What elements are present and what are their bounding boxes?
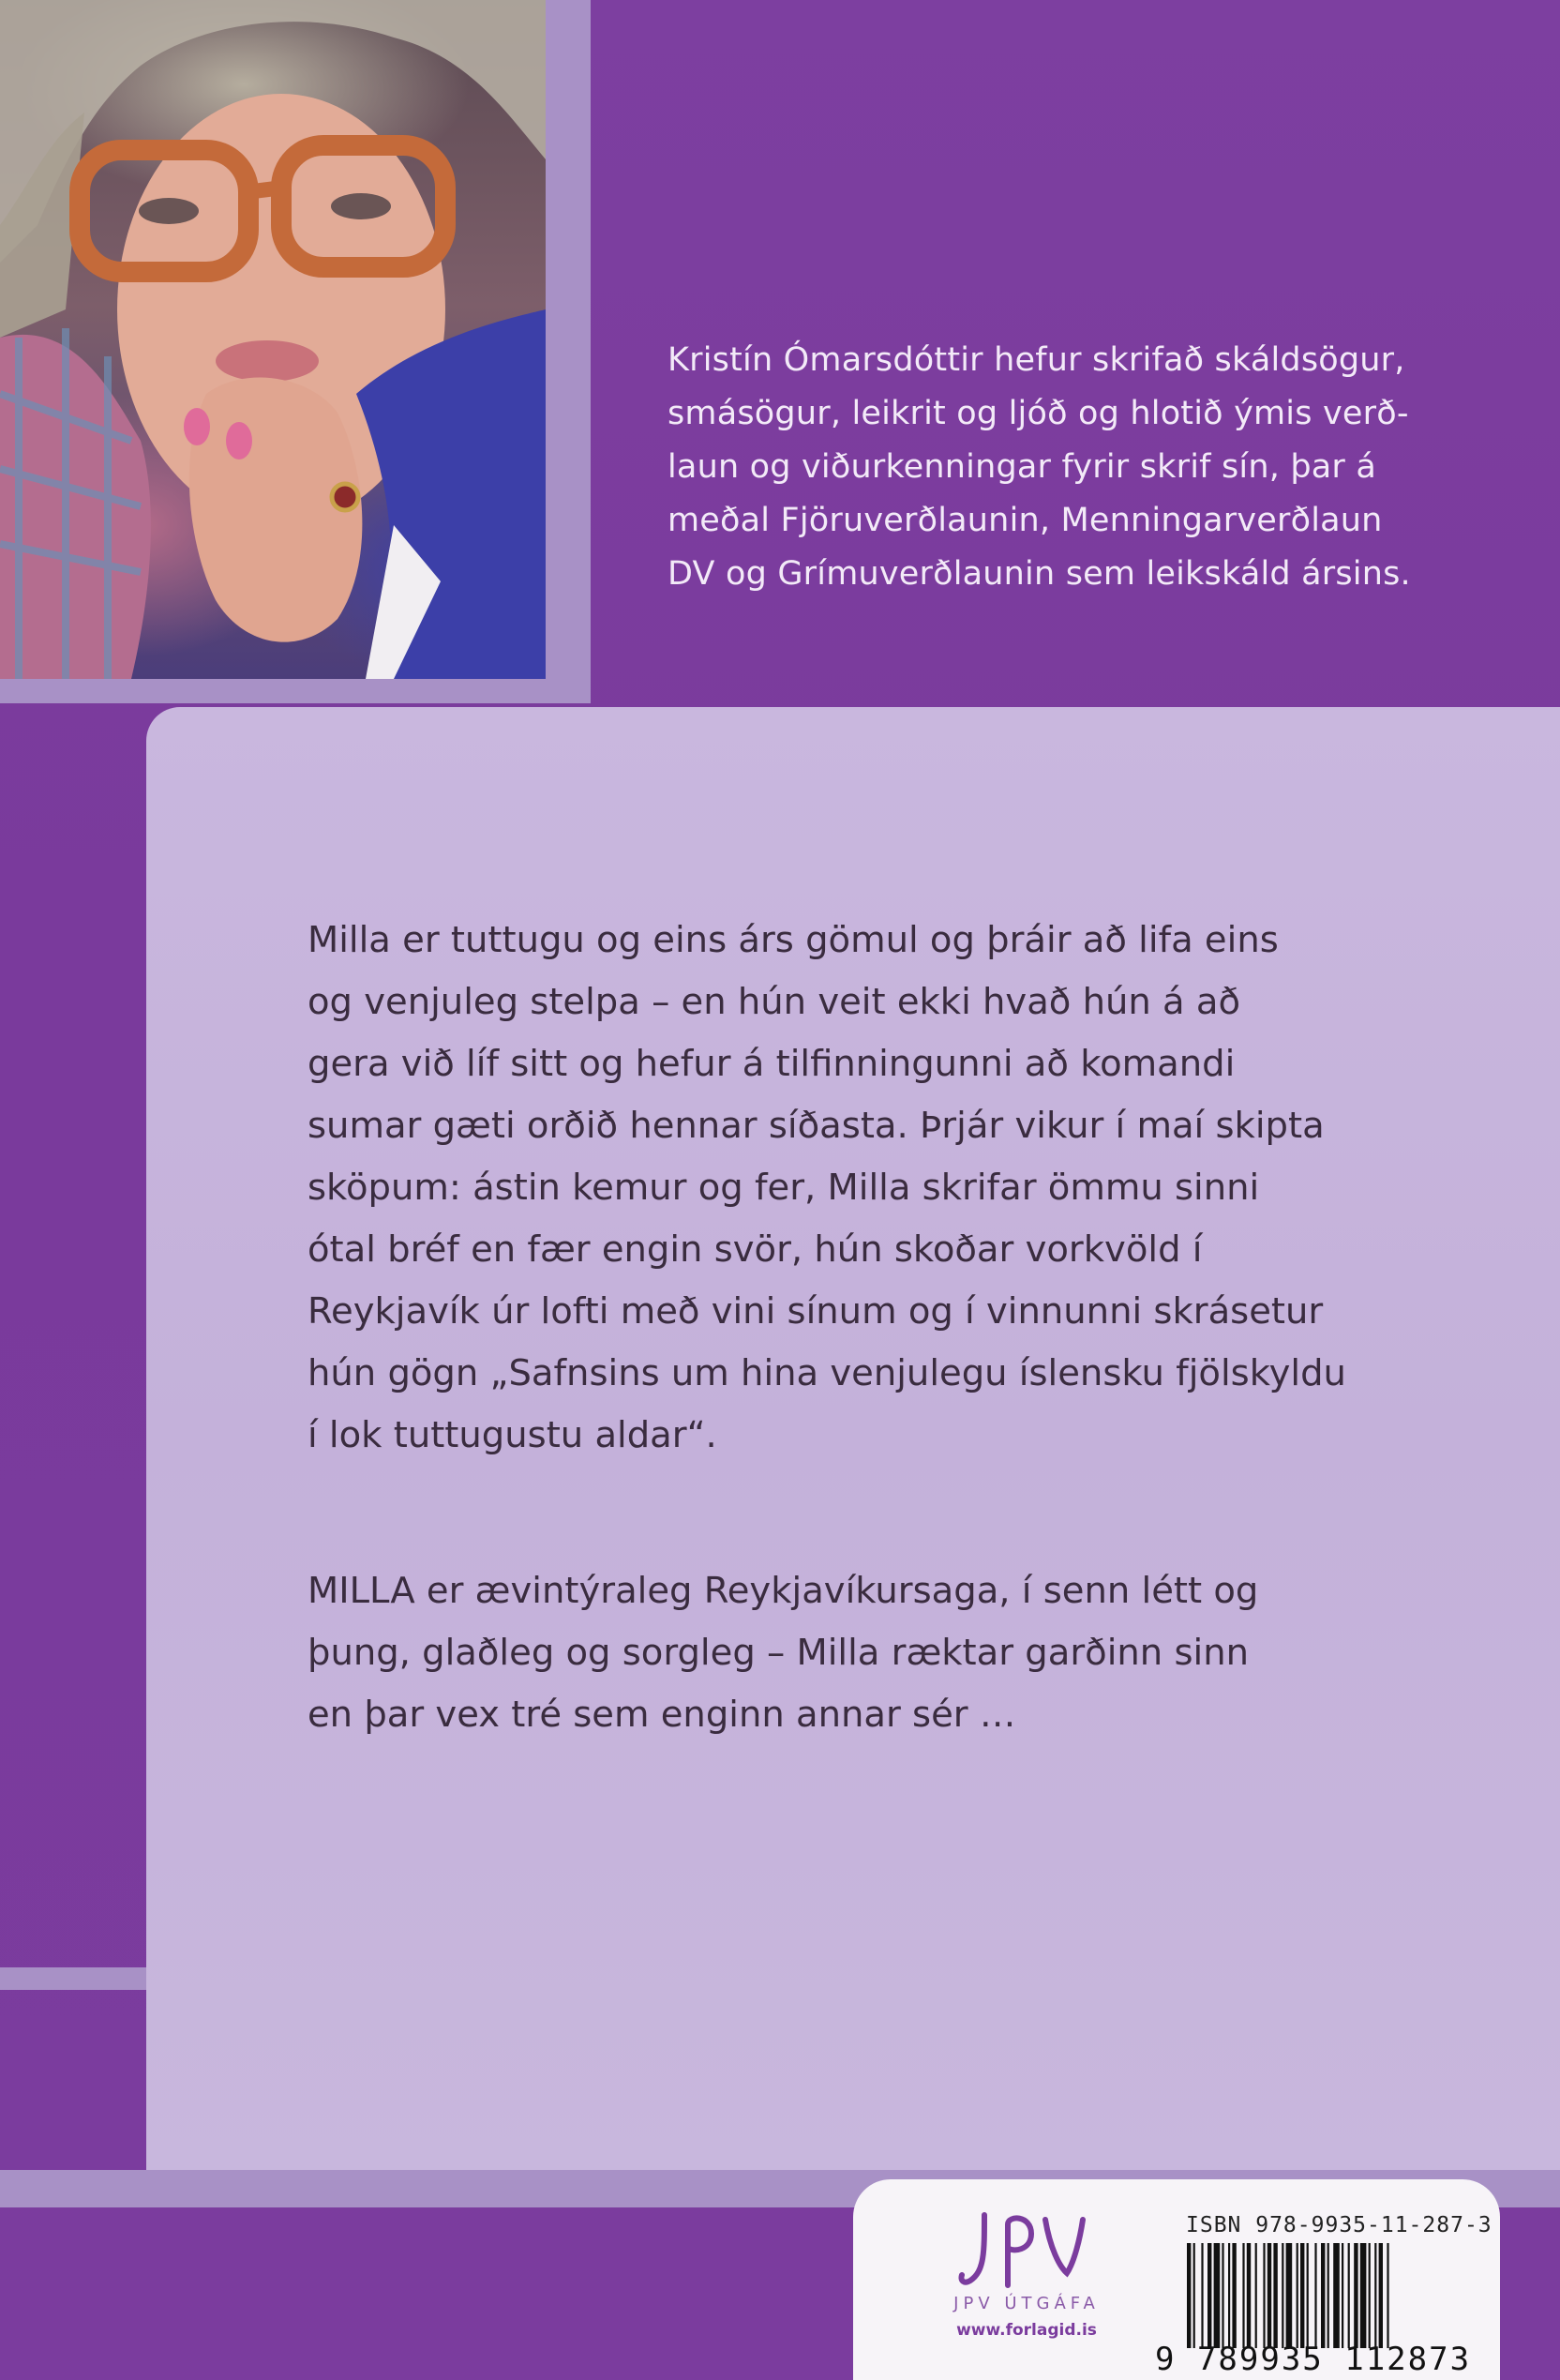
blurb-line: hún gögn „Safnsins um hina venjulegu íslensku fjölskyldu	[308, 1352, 1346, 1394]
blurb-line: í lok tuttugustu aldar“.	[308, 1414, 717, 1456]
decorative-stripe-left	[0, 1967, 146, 1990]
blurb-line: en þar vex tré sem enginn annar sér …	[308, 1694, 1016, 1736]
author-portrait-icon	[0, 0, 546, 679]
blurb-paragraph-2	[308, 1560, 1414, 1746]
book-blurb	[308, 910, 1414, 1840]
barcode-icon	[1183, 2243, 1474, 2348]
barcode-bar	[1307, 2243, 1309, 2348]
barcode-bar	[1374, 2243, 1376, 2348]
author-bio-line: smásögur, leikrit og ljóð og hlotið ýmis verð-	[668, 395, 1409, 432]
jpv-logo-icon	[956, 2206, 1097, 2290]
barcode-bar	[1193, 2243, 1195, 2348]
barcode-bar	[1314, 2243, 1316, 2348]
barcode-bar	[1268, 2243, 1271, 2348]
blurb-line: Milla er tuttugu og eins árs gömul og þráir að lifa eins	[308, 919, 1279, 961]
blurb-line: sköpum: ástin kemur og fer, Milla skrifar ömmu sinni	[308, 1167, 1260, 1209]
barcode-bar	[1360, 2243, 1367, 2348]
barcode-bar	[1201, 2243, 1203, 2348]
barcode-digits: 9 789935 112873	[1155, 2341, 1472, 2378]
decorative-stripe-horizontal	[0, 679, 591, 703]
barcode-bar	[1187, 2243, 1191, 2348]
barcode-bar	[1273, 2243, 1277, 2348]
barcode-bar	[1208, 2243, 1211, 2348]
publisher-name: JPV ÚTGÁFA	[953, 2294, 1100, 2313]
blurb-line: Reykjavík úr lofti með vini sínum og í vinnunni skrásetur	[308, 1290, 1324, 1333]
barcode-bar	[1354, 2243, 1358, 2348]
barcode-bar	[1263, 2243, 1265, 2348]
decorative-stripe-vertical	[546, 0, 591, 703]
author-bio-line: laun og viðurkenningar fyrir skrif sín, þar á	[668, 448, 1376, 486]
isbn-label: ISBN 978-9935-11-287-3	[1186, 2213, 1492, 2237]
barcode-bar	[1379, 2243, 1383, 2348]
author-bio-line: DV og Grímuverðlaunin sem leikskáld ársins.	[668, 555, 1411, 593]
publisher-logo	[900, 2206, 1153, 2374]
barcode-bar	[1328, 2243, 1329, 2348]
blurb-line: sumar gæti orðið hennar síðasta. Þrjár vikur í maí skipta	[308, 1105, 1325, 1147]
blurb-line: þung, glaðleg og sorgleg – Milla ræktar garðinn sinn	[308, 1632, 1250, 1674]
barcode-bar	[1333, 2243, 1340, 2348]
author-bio-line: Kristín Ómarsdóttir hefur skrifað skáldsögur,	[668, 341, 1405, 379]
barcode-bar	[1297, 2243, 1298, 2348]
barcode-bar	[1342, 2243, 1343, 2348]
publisher-url[interactable]: www.forlagid.is	[956, 2321, 1097, 2340]
barcode-bar	[1369, 2243, 1371, 2348]
barcode-bar	[1214, 2243, 1221, 2348]
author-photo	[0, 0, 546, 679]
barcode-bar	[1228, 2243, 1230, 2348]
blurb-line: gera við líf sitt og hefur á tilfinningunni að komandi	[308, 1043, 1236, 1085]
barcode-bar	[1387, 2243, 1388, 2348]
barcode-bar	[1321, 2243, 1325, 2348]
blurb-line: og venjuleg stelpa – en hún veit ekki hvað hún á að	[308, 981, 1241, 1023]
barcode-bar	[1300, 2243, 1304, 2348]
author-bio-line: meðal Fjöruverðlaunin, Menningarverðlaun	[668, 502, 1383, 539]
barcode-bar	[1282, 2243, 1283, 2348]
barcode-bar	[1348, 2243, 1350, 2348]
blurb-line: MILLA er ævintýraleg Reykjavíkursaga, í senn létt og	[308, 1570, 1259, 1612]
blurb-paragraph-1	[308, 910, 1414, 1467]
barcode-bar	[1255, 2243, 1257, 2348]
barcode-bar	[1242, 2243, 1244, 2348]
author-bio	[668, 334, 1436, 601]
barcode-bar	[1232, 2243, 1236, 2348]
blurb-line: ótal bréf en fær engin svör, hún skoðar vorkvöld í	[308, 1228, 1203, 1271]
barcode-bar	[1286, 2243, 1293, 2348]
barcode-bar	[1247, 2243, 1251, 2348]
barcode-bar	[1222, 2243, 1223, 2348]
